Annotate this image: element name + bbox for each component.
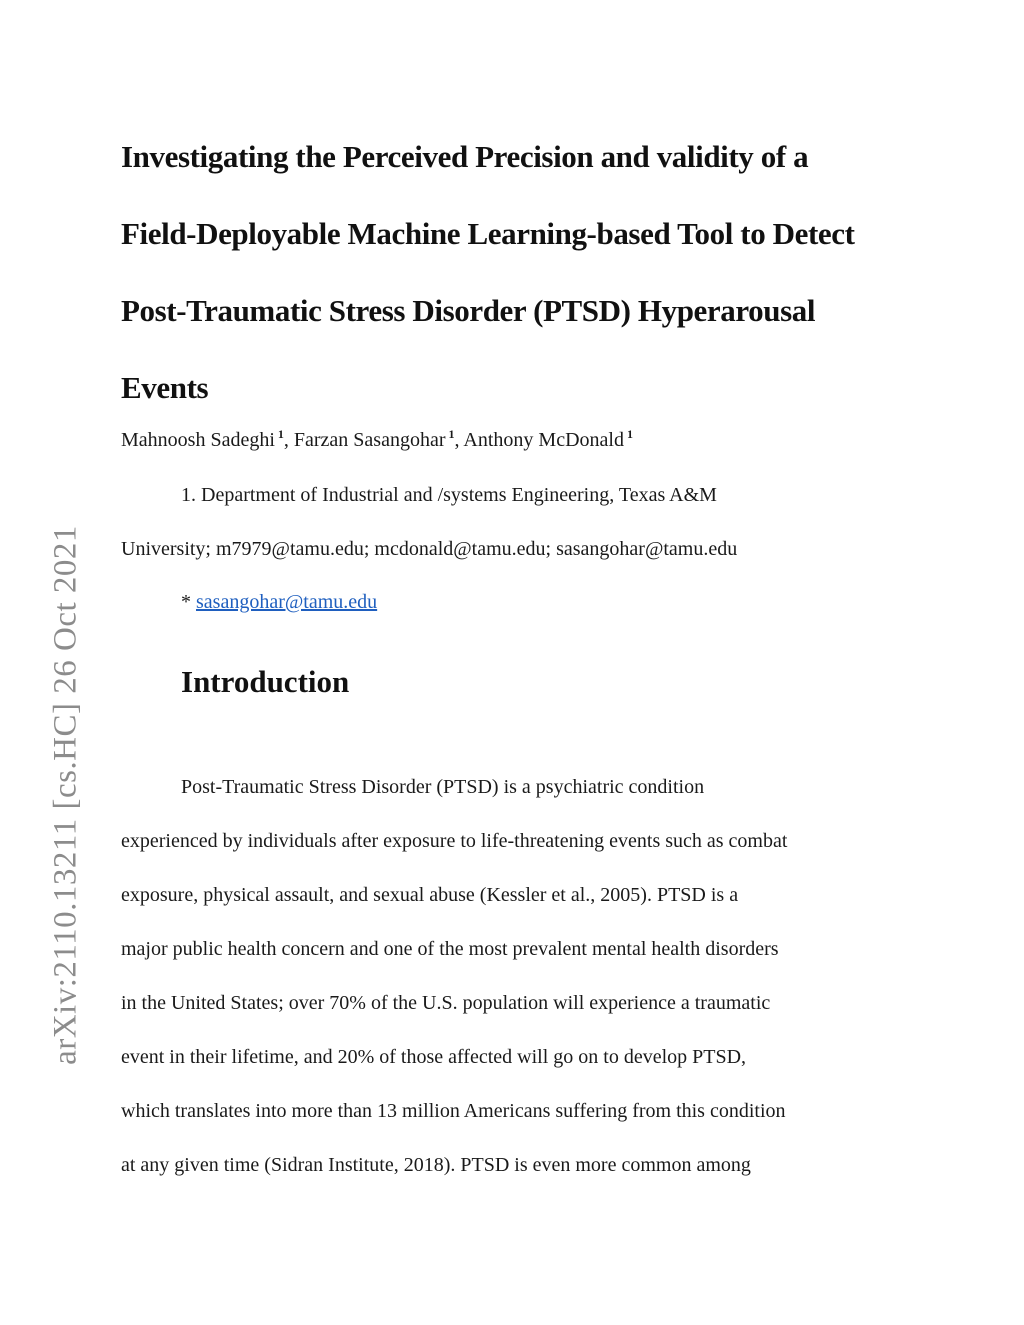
author-name: Farzan Sasangohar (293, 429, 446, 451)
author-name: Anthony McDonald (463, 429, 624, 451)
paper-title (121, 118, 921, 426)
affiliation-line: 1. Department of Industrial and /systems Engineering, Texas A&M (181, 484, 717, 506)
corresponding-marker: * (181, 591, 196, 613)
author-affiliation-marker: 1 (448, 427, 455, 441)
author-separator: , (283, 429, 294, 451)
paragraph-line: Post-Traumatic Stress Disorder (PTSD) is a psychiatric condition (181, 776, 705, 798)
paragraph-line: which translates into more than 13 million Americans suffering from this condition (121, 1100, 786, 1122)
title-line: Events (121, 370, 209, 405)
title-line: Field-Deployable Machine Learning-based Tool to Detect (121, 216, 855, 251)
corresponding-email-link[interactable]: sasangohar@tamu.edu (196, 591, 378, 613)
corresponding-author (181, 591, 377, 614)
author-list (121, 427, 633, 452)
title-line: Post-Traumatic Stress Disorder (PTSD) Hyperarousal (121, 293, 816, 328)
author-affiliation-marker: 1 (277, 427, 284, 441)
paragraph-line: major public health concern and one of the most prevalent mental health disorders (121, 938, 779, 960)
author-name: Mahnoosh Sadeghi (121, 429, 275, 451)
paragraph-line: event in their lifetime, and 20% of those affected will go on to develop PTSD, (121, 1046, 747, 1068)
paragraph-line: at any given time (Sidran Institute, 2018). PTSD is even more common among (121, 1154, 751, 1176)
paragraph-line: experienced by individuals after exposure to life-threatening events such as combat (121, 830, 788, 852)
paragraph-line: in the United States; over 70% of the U.S. population will experience a traumatic (121, 992, 771, 1014)
title-line: Investigating the Perceived Precision and validity of a (121, 139, 809, 174)
author-separator: , (454, 429, 464, 451)
author-affiliation-marker: 1 (626, 427, 633, 441)
affiliation-emails: University; m7979@tamu.edu; mcdonald@tamu.edu; sasangohar@tamu.edu (121, 538, 738, 560)
arxiv-identifier-stamp: arXiv:2110.13211 [cs.HC] 26 Oct 2021 (47, 525, 84, 1065)
introduction-paragraph (121, 760, 911, 1192)
paragraph-line: exposure, physical assault, and sexual abuse (Kessler et al., 2005). PTSD is a (121, 884, 739, 906)
section-heading-introduction: Introduction (181, 664, 350, 699)
